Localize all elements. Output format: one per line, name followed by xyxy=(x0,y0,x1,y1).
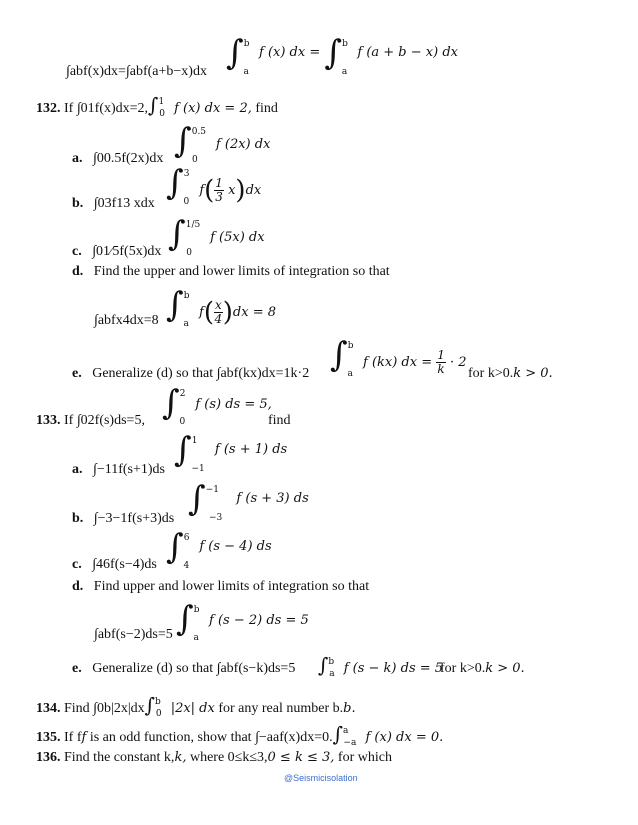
part-133d: d. Find upper and lower limits of integration so that xyxy=(72,579,370,594)
part-132e-suffix: for k>0.k > 0. xyxy=(468,366,553,381)
part-133e: e. Generalize (d) so that ∫abf(s−k)ds=5 xyxy=(72,661,296,676)
problem-136: 136. Find the constant k,k, where 0≤k≤3,0 ≤ k ≤ 3, for which xyxy=(36,750,392,765)
problem-number: 132. xyxy=(36,101,61,116)
problem-number: 133. xyxy=(36,413,61,428)
part-133b: b. ∫−3−1f(s+3)ds xyxy=(72,511,175,526)
part-133c-math: ∫$^6_4$ f (s − 4) ds xyxy=(166,527,272,571)
intro-text: ∫abf(x)dx=∫abf(a+b−x)dx xyxy=(66,64,207,79)
part-132c-math: ∫$^{1/5}_0$ f (5x) dx xyxy=(168,214,265,258)
problem-number: 134. xyxy=(36,701,61,716)
part-133c: c. ∫46f(s−4)ds xyxy=(72,557,157,572)
watermark: @Seismicisolation xyxy=(284,773,358,783)
part-133e-suffix: for k>0.k > 0. xyxy=(440,661,525,676)
part-133b-math: ∫$^{-1}_{-3}$ f (s + 3) ds xyxy=(188,479,309,523)
problem-number: 136. xyxy=(36,750,61,765)
part-132a-math: ∫$^{0.5}_0$ f (2x) dx xyxy=(174,121,271,165)
part-132c: c. ∫01⁄5f(5x)dx xyxy=(72,244,162,259)
problem-132: 132. If ∫01f(x)dx=2,∫$^1_0$ f (x) dx = 2, find xyxy=(36,93,278,119)
problem-number: 135. xyxy=(36,730,61,745)
problem-135: 135. If ff is an odd function, show that ∫−aaf(x)dx=0.∫$^a_{-a}$ f (x) dx = 0. xyxy=(36,722,444,748)
part-133a-math: ∫$^1_{-1}$ f (s + 1) ds xyxy=(174,430,288,474)
problem-133-find: find xyxy=(268,413,291,428)
part-132d-eq-text: ∫abfx4dx=8 xyxy=(94,313,159,328)
part-132a: a. ∫00.5f(2x)dx xyxy=(72,151,164,166)
problem-134: 134. Find ∫0b|2x|dx∫$^b_0$ |2x| dx for any real number b.b. xyxy=(36,693,356,719)
problem-133-math: ∫$^2_0$ f (s) ds = 5, xyxy=(162,383,272,427)
intro-equation: ∫$^b_a$ f (x) dx = ∫$^b_a$ f (a + b − x) dx xyxy=(226,33,458,77)
part-133d-math: ∫$^b_a$ f (s − 2) ds = 5 xyxy=(176,599,309,643)
part-133a: a. ∫−11f(s+1)ds xyxy=(72,462,165,477)
part-132d-math: ∫$^b_a$ f( $\frac{x}{4}$ )dx = 8 xyxy=(166,285,276,329)
part-132b: b. ∫03f13 xdx xyxy=(72,196,155,211)
part-132b-math: ∫$^3_0$ f( $\frac{1}{3}$ x)dx xyxy=(166,163,262,207)
part-132e: e. Generalize (d) so that ∫abf(kx)dx=1k·2 xyxy=(72,366,310,381)
part-132d: d. Find the upper and lower limits of integration so that xyxy=(72,264,390,279)
part-133e-math: ∫$^b_a$ f (s − k) ds = 5 xyxy=(318,653,444,679)
part-132e-math: ∫$^b_a$ f (kx) dx = $\frac{1}{k}$ · 2 xyxy=(330,335,467,379)
part-133d-eq-text: ∫abf(s−2)ds=5 xyxy=(94,627,173,642)
problem-133: 133. If ∫02f(s)ds=5, xyxy=(36,413,145,428)
